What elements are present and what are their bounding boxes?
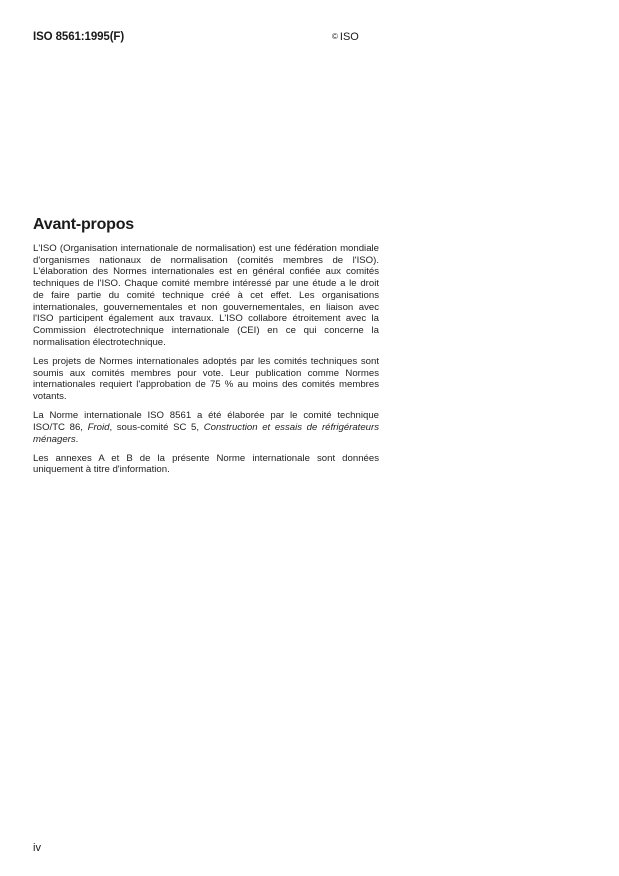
page-number: iv <box>33 842 41 854</box>
copyright-icon: © <box>332 32 338 41</box>
subcommittee-name: Construction et essais de réfrigérateurs ménagers <box>33 421 380 445</box>
committee-text-3: . <box>75 433 79 445</box>
committee-text-2: , sous-comité SC 5, <box>109 421 204 433</box>
paragraph-voting: Les projets de Normes internationales adoptés par les comités techniques sont soumis aux comités membres pour vote. Leur publication comme Normes internationales requiert l'approbation de 75 % au moins des comités membres votants. <box>33 355 379 402</box>
copyright-notice <box>332 31 359 43</box>
committee-text-1: La Norme internationale ISO 8561 a été élaborée par le comité technique ISO/TC 86, <box>33 410 379 433</box>
standard-identifier: ISO 8561:1995(F) <box>33 31 125 43</box>
paragraph-committee <box>33 410 379 445</box>
paragraph-iso-description: L'ISO (Organisation internationale de normalisation) est une fédération mondiale d'organismes nationaux de normalisation (comités membres de l'ISO). L'élaboration des Normes internationales est en général confiée aux comités techniques de l'ISO. Chaque comité membre intéressé par une étude a le droit de faire partie du comité technique créé à cet effet. Les organisations internationales, gouvernementales et non gouvernementales, en liaison avec l'ISO participent également aux travaux. L'ISO collabore étroitement avec la Commission électrotechnique internationale (CEI) en ce qui concerne la normalisation électrotechnique. <box>33 243 379 348</box>
committee-name: Froid <box>87 421 110 433</box>
copyright-holder: ISO <box>339 31 359 43</box>
paragraph-annexes: Les annexes A et B de la présente Norme internationale sont données uniquement à titre d'information. <box>33 452 379 476</box>
section-title: Avant-propos <box>33 216 135 233</box>
foreword-body <box>33 243 379 484</box>
